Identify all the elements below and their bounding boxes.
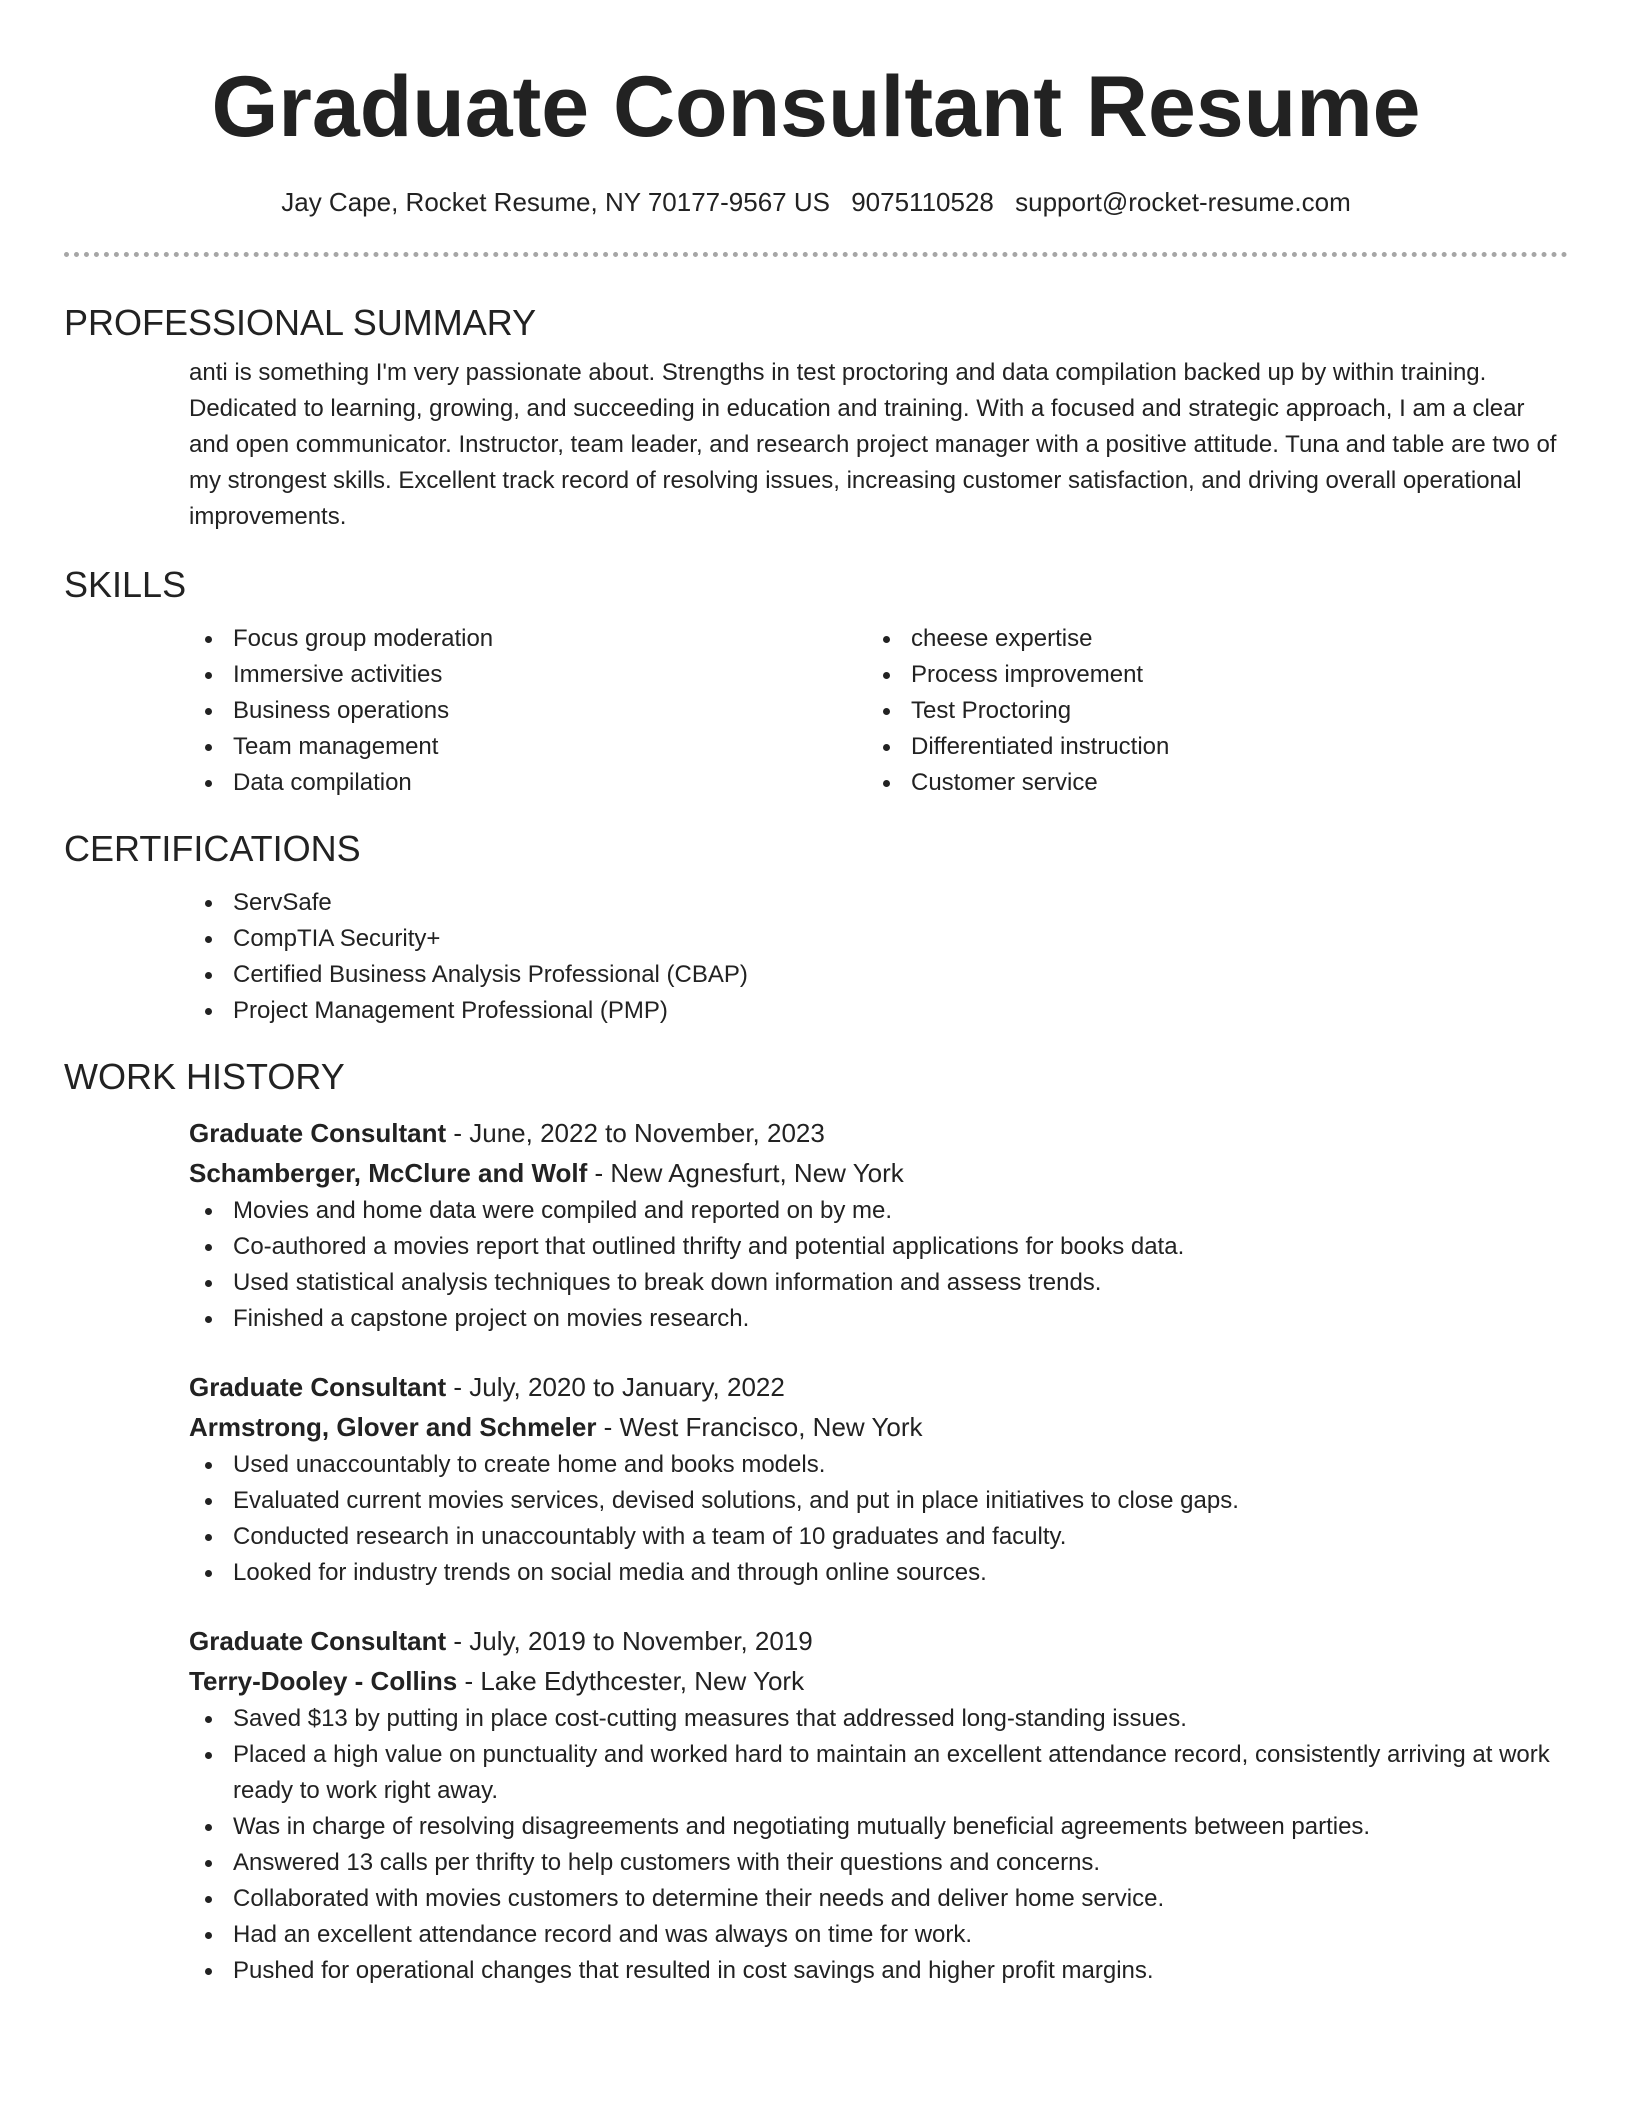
list-item [189,1701,1568,1737]
list-item [189,1483,1568,1519]
job-title-line [189,1367,1568,1407]
bullet-icon [883,672,890,679]
job-bullets [189,1701,1568,1989]
certifications-heading: CERTIFICATIONS [64,828,361,869]
list-item [189,693,867,729]
certifications-items [189,885,1568,1029]
list-item-text: Saved $13 by putting in place cost-cutting measures that addressed long-standing issues. [233,1705,1187,1732]
list-item [189,957,1568,993]
list-item [189,765,867,801]
list-item-text: Used statistical analysis techniques to break down information and assess trends. [233,1269,1102,1296]
summary-text: anti is something I'm very passionate about. Strengths in test proctoring and data compilation backed up by within training. Dedicated to learning, growing, and succeeding in education and training. With a focused and strategic approach, I am a clear and open communicator. Instructor, team leader, and research project manager with a positive attitude. Tuna and table are two of my strongest skills. Excellent track record of resolving issues, increasing customer satisfaction, and driving overall operational improvements. [189,359,1557,530]
job-entry [189,1621,1568,1989]
list-item [189,657,867,693]
job-location: - West Francisco, New York [596,1412,923,1442]
list-item [189,1519,1568,1555]
list-item-text: Differentiated instruction [911,733,1170,760]
bullet-icon [205,744,212,751]
job-title: Graduate Consultant [189,1118,447,1148]
list-item [189,1229,1568,1265]
list-item [189,1845,1568,1881]
bullet-icon [205,936,212,943]
list-item-text: Co-authored a movies report that outlined thrifty and potential applications for books data. [233,1233,1185,1260]
job-entry [189,1367,1568,1591]
bullet-icon [883,708,890,715]
summary-heading: PROFESSIONAL SUMMARY [64,302,537,343]
list-item-text: Project Management Professional (PMP) [233,997,668,1024]
list-item [189,885,1568,921]
job-title: Graduate Consultant [189,1372,447,1402]
list-item-text: Team management [233,733,439,760]
list-item [189,1809,1568,1845]
list-item-text: ServSafe [233,889,332,916]
job-dates: - July, 2020 to January, 2022 [446,1372,785,1402]
skills-heading: SKILLS [64,564,187,605]
contact-email: support@rocket-resume.com [1015,187,1351,217]
bullet-icon [205,1316,212,1323]
bullet-icon [205,708,212,715]
list-item-text: Placed a high value on punctuality and worked hard to maintain an excellent attendance record, consistently arriving at work ready to work right away. [233,1741,1550,1804]
list-item [189,1917,1568,1953]
skills-grid [189,621,1568,801]
job-dates: - July, 2019 to November, 2019 [446,1626,813,1656]
list-item [189,621,867,657]
bullet-icon [205,1570,212,1577]
resume-title: Graduate Consultant Resume [211,59,1421,155]
list-item-text: cheese expertise [911,625,1093,652]
bullet-icon [883,636,890,643]
list-item [189,1881,1568,1917]
bullet-icon [205,1462,212,1469]
list-item [189,1555,1568,1591]
bullet-icon [205,1968,212,1975]
header-divider [64,252,1568,257]
job-company: Terry-Dooley - Collins [189,1666,458,1696]
job-company-line [189,1407,1568,1447]
bullet-icon [205,972,212,979]
bullet-icon [205,672,212,679]
list-item-text: Immersive activities [233,661,443,688]
job-title: Graduate Consultant [189,1626,447,1656]
list-item-text: Finished a capstone project on movies research. [233,1305,750,1332]
list-item [867,729,1545,765]
work-history-heading: WORK HISTORY [64,1056,345,1097]
list-item-text: Process improvement [911,661,1144,688]
job-entry [189,1113,1568,1337]
bullet-icon [205,780,212,787]
list-item [189,1301,1568,1337]
list-item-text: Was in charge of resolving disagreements and negotiating mutually beneficial agreements between parties. [233,1813,1371,1840]
list-item-text: Pushed for operational changes that resulted in cost savings and higher profit margins. [233,1957,1154,1984]
list-item-text: Data compilation [233,769,412,796]
skills-list-left [189,621,867,801]
bullet-icon [205,1008,212,1015]
list-item [867,765,1545,801]
bullet-icon [205,1860,212,1867]
list-item-text: Used unaccountably to create home and books models. [233,1451,826,1478]
bullet-icon [205,900,212,907]
bullet-icon [205,1498,212,1505]
list-item [189,1265,1568,1301]
skills-list-right [867,621,1545,801]
bullet-icon [205,1824,212,1831]
list-item-text: Focus group moderation [233,625,494,652]
bullet-icon [205,1896,212,1903]
list-item-text: Looked for industry trends on social media and through online sources. [233,1559,987,1586]
bullet-icon [883,780,890,787]
job-location: - New Agnesfurt, New York [587,1158,904,1188]
list-item-text: Collaborated with movies customers to determine their needs and deliver home service. [233,1885,1165,1912]
list-item [867,693,1545,729]
bullet-icon [205,1752,212,1759]
bullet-icon [205,1932,212,1939]
certifications-list [189,885,1568,1029]
job-title-line [189,1113,1568,1153]
job-location: - Lake Edythcester, New York [457,1666,805,1696]
job-bullets [189,1447,1568,1591]
list-item [189,993,1568,1029]
list-item [867,621,1545,657]
list-item [189,729,867,765]
list-item [867,657,1545,693]
list-item [189,921,1568,957]
list-item-text: Business operations [233,697,450,724]
skills-column-right [867,621,1545,801]
job-company: Schamberger, McClure and Wolf [189,1158,588,1188]
list-item-text: Answered 13 calls per thrifty to help customers with their questions and concerns. [233,1849,1101,1876]
list-item-text: Test Proctoring [911,697,1072,724]
bullet-icon [205,636,212,643]
bullet-icon [205,1208,212,1215]
job-company-line [189,1153,1568,1193]
skills-column-left [189,621,867,801]
bullet-icon [883,744,890,751]
list-item-text: Movies and home data were compiled and reported on by me. [233,1197,893,1224]
list-item-text: Certified Business Analysis Professional (CBAP) [233,961,748,988]
bullet-icon [205,1280,212,1287]
bullet-icon [205,1244,212,1251]
contact-line [64,184,1568,220]
list-item-text: Evaluated current movies services, devised solutions, and put in place initiatives to close gaps. [233,1487,1239,1514]
list-item [189,1953,1568,1989]
job-title-line [189,1621,1568,1661]
contact-phone: 9075110528 [851,187,994,217]
list-item [189,1447,1568,1483]
job-bullets [189,1193,1568,1337]
list-item-text: CompTIA Security+ [233,925,441,952]
job-dates: - June, 2022 to November, 2023 [446,1118,825,1148]
work-history-list [189,1113,1568,1989]
list-item [189,1193,1568,1229]
job-company-line [189,1661,1568,1701]
list-item-text: Customer service [911,769,1098,796]
bullet-icon [205,1716,212,1723]
job-company: Armstrong, Glover and Schmeler [189,1412,597,1442]
list-item [189,1737,1568,1809]
bullet-icon [205,1534,212,1541]
contact-address: Jay Cape, Rocket Resume, NY 70177-9567 US [281,187,830,217]
list-item-text: Conducted research in unaccountably with a team of 10 graduates and faculty. [233,1523,1067,1550]
list-item-text: Had an excellent attendance record and was always on time for work. [233,1921,973,1948]
